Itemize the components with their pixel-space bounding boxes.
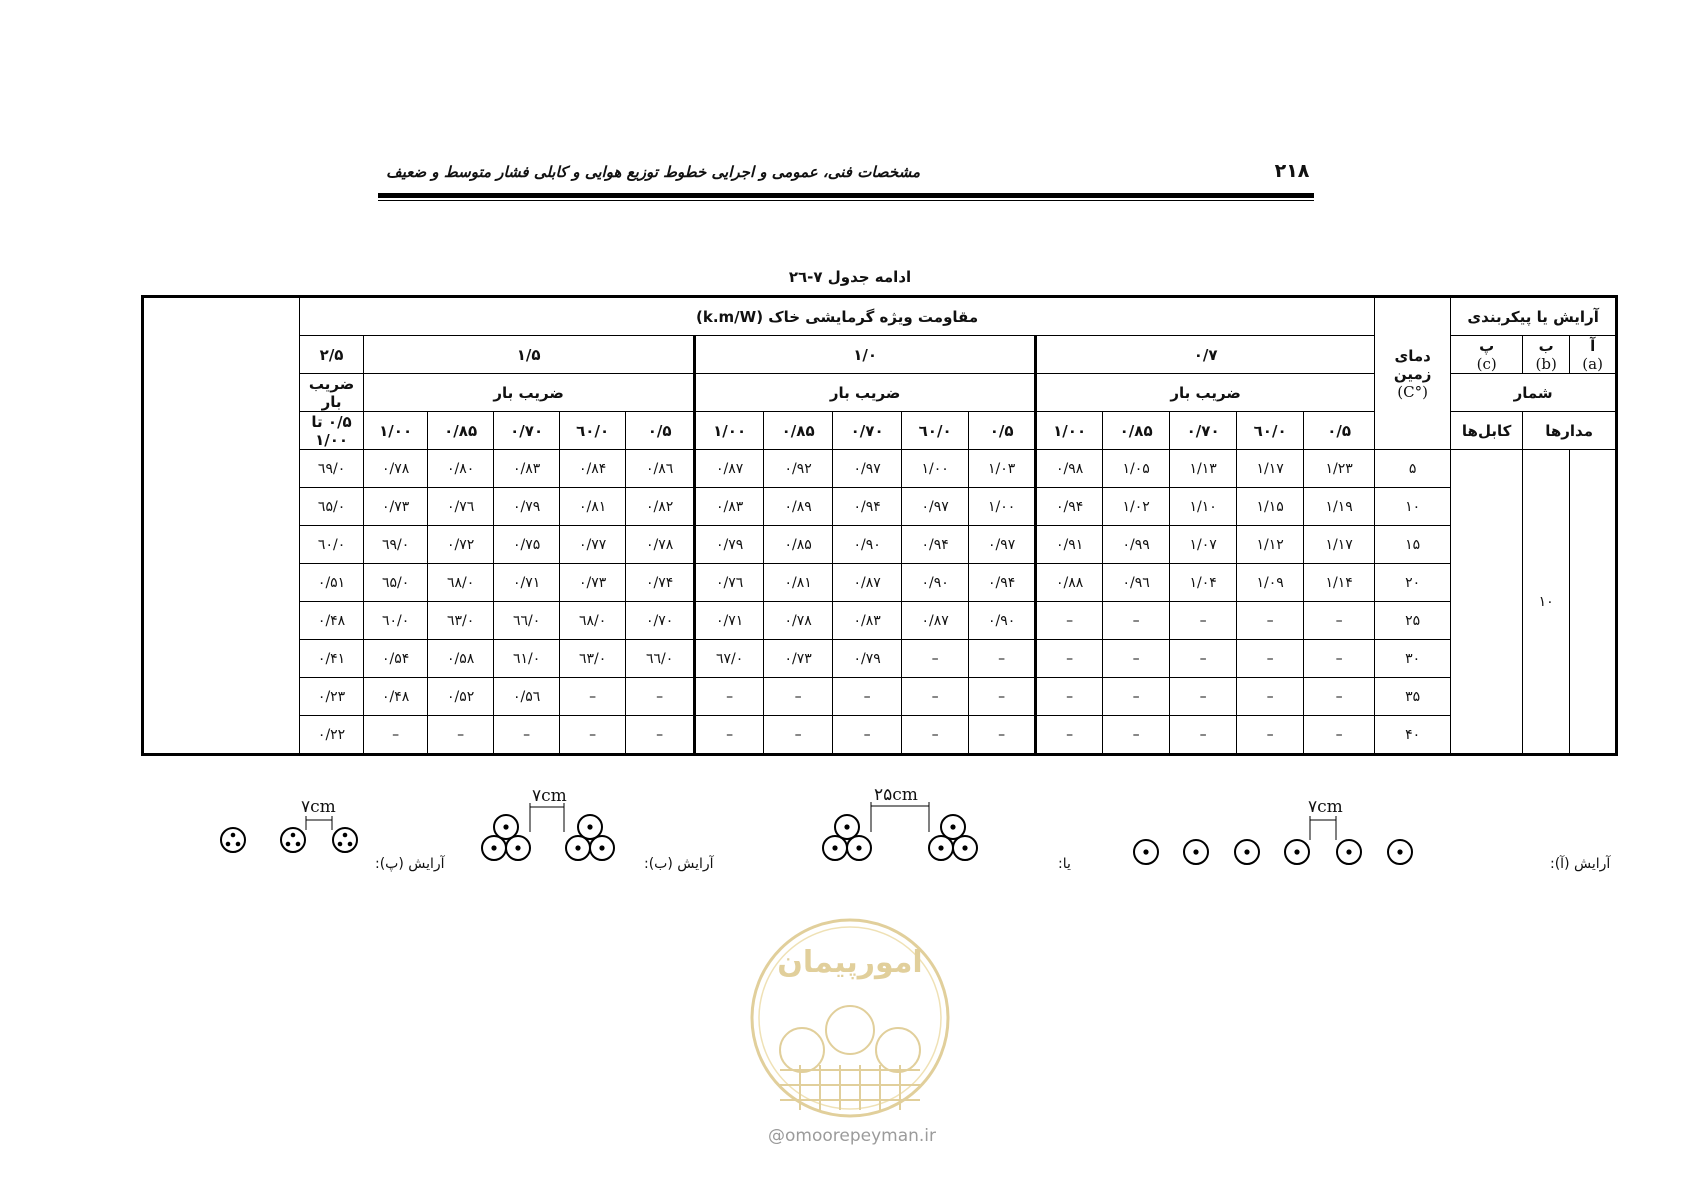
ground-temp-value: ۵	[1375, 450, 1451, 488]
table-cell: ۰/۷٦	[428, 488, 494, 526]
table-cell: ۰/۹۷	[833, 450, 902, 488]
ground-temp-value: ۴۰	[1375, 716, 1451, 755]
table-cell: –	[1103, 602, 1170, 640]
table-cell: –	[1237, 602, 1304, 640]
table-cell: ۱/۲۳	[1304, 450, 1375, 488]
table-cell: –	[1036, 602, 1103, 640]
load-factor-col: ۰/۷۰	[833, 412, 902, 450]
table-cell: –	[1237, 716, 1304, 755]
table-cell: ۱/۰۰	[969, 488, 1036, 526]
arrangement-c-code: (c)	[1476, 354, 1497, 373]
table-cell: –	[1103, 678, 1170, 716]
conductor-dot	[291, 833, 296, 838]
table-cell: ۰/٦۹	[364, 526, 428, 564]
table-caption: ادامه جدول ۷-۲٦	[788, 268, 912, 286]
table-cell: ۰/۹۹	[1103, 526, 1170, 564]
conductor-dot	[491, 845, 496, 850]
table-cell: ۱/۱۳	[1170, 450, 1237, 488]
watermark-site	[752, 1126, 952, 1146]
table-cell: ۰/۷۳	[560, 564, 626, 602]
load-factor-col: ۰/۵	[1304, 412, 1375, 450]
ground-temp-value: ۱۰	[1375, 488, 1451, 526]
table-cell: ۰/۷٦	[695, 564, 764, 602]
table-cell: ۰/۹۴	[833, 488, 902, 526]
count-header: شمار	[1451, 374, 1617, 412]
conductor-dot	[348, 842, 353, 847]
table-cell: –	[1304, 678, 1375, 716]
or-dim: ۲۵cm	[874, 785, 918, 805]
table-cell: –	[626, 678, 695, 716]
table-cell: –	[695, 678, 764, 716]
table-cell: –	[560, 678, 626, 716]
load-factor-col: ۰/۷۰	[494, 412, 560, 450]
load-factor-col: ۰/٦۰	[560, 412, 626, 450]
table-cell: –	[1103, 640, 1170, 678]
table-cell: ۰/٦۸	[560, 602, 626, 640]
at-sign-icon: @	[767, 1126, 785, 1146]
table-cell: ۰/٦۰	[300, 526, 364, 564]
table-cell: ۰/۸۱	[764, 564, 833, 602]
three-core-cable-icon	[281, 828, 305, 852]
table-cell: ۰/۷۲	[428, 526, 494, 564]
table-cell: ۰/۸٦	[626, 450, 695, 488]
table-cell: –	[1304, 716, 1375, 755]
table-cell: ۰/۸۴	[560, 450, 626, 488]
load-factor-col: ۰/۸۵	[764, 412, 833, 450]
table-cell: ۰/٦٦	[494, 602, 560, 640]
table-cell: ۰/۹۴	[969, 564, 1036, 602]
arrangement-b-code: (b)	[1535, 354, 1557, 373]
conductor-dot	[844, 824, 849, 829]
table-cell: ۰/۷۸	[626, 526, 695, 564]
conductor-dot	[938, 845, 943, 850]
arrangement-c-label: آرایش (پ):	[375, 856, 445, 872]
table-cell: –	[833, 678, 902, 716]
conductor-dot	[832, 845, 837, 850]
table-cell: ۰/۷۵	[494, 526, 560, 564]
arrangement-b-label: آرایش (ب):	[644, 856, 714, 872]
watermark-site-text: omoorepeyman.ir	[784, 1126, 937, 1146]
table-cell: –	[902, 716, 969, 755]
table-cell: ۰/۷۰	[626, 602, 695, 640]
table-cell: ۰/۵۸	[428, 640, 494, 678]
load-factor-col: ۰/۵	[969, 412, 1036, 450]
table-cell: ۱/۱۵	[1237, 488, 1304, 526]
table-cell: ۰/٦۸	[428, 564, 494, 602]
table-cell: ۱/۱۷	[1237, 450, 1304, 488]
table-cell: –	[626, 716, 695, 755]
table-cell: ۰/۹۸	[1036, 450, 1103, 488]
table-cell: ۰/٦٦	[626, 640, 695, 678]
watermark-logo-text: امورپیمان	[777, 945, 923, 980]
table-cell: ۱/۰۳	[969, 450, 1036, 488]
conductor-dot	[950, 824, 955, 829]
conductor-dot	[1294, 849, 1299, 854]
resistivity-group-2-5: ۲/۵	[300, 336, 364, 374]
three-core-cable-icon	[333, 828, 357, 852]
table-cell: ۰/۷۱	[494, 564, 560, 602]
table-cell: ۰/۸۳	[695, 488, 764, 526]
table-cell: ۰/٦۵	[364, 564, 428, 602]
table-cell: ۰/۸۱	[560, 488, 626, 526]
table-cell: ۰/۵۲	[428, 678, 494, 716]
load-factor-col: ۰/٦۰	[902, 412, 969, 450]
table-cell: –	[1170, 716, 1237, 755]
table-cell: –	[969, 640, 1036, 678]
table-cell: ۰/٦۰	[364, 602, 428, 640]
table-cell: ۱/۰۴	[1170, 564, 1237, 602]
table-cell: ۱/۰۰	[902, 450, 969, 488]
table-cell: –	[1237, 678, 1304, 716]
ground-temp-label-1: دمای	[1394, 346, 1431, 365]
table-cell: ۱/۱۰	[1170, 488, 1237, 526]
conductor-dot	[1346, 849, 1351, 854]
table-cell: ۰/۸۹	[764, 488, 833, 526]
conductor-dot	[599, 845, 604, 850]
soil-resistivity-title: مقاومت ویژه گرمایشی خاک (k.m/W)	[300, 297, 1375, 336]
ground-temp-value: ۳۵	[1375, 678, 1451, 716]
table-cell: ۰/٦۳	[428, 602, 494, 640]
table-cell: ۰/۸۵	[764, 526, 833, 564]
table-cell: ۰/۷۳	[364, 488, 428, 526]
table-cell: ۰/۸۷	[833, 564, 902, 602]
table-cell: ۰/٦۳	[560, 640, 626, 678]
table-cell: –	[969, 716, 1036, 755]
load-factor-col: ۰/۸۵	[1103, 412, 1170, 450]
arrangement-header: آرایش یا پیکربندی	[1451, 297, 1617, 336]
conductor-dot	[1244, 849, 1249, 854]
table-cell: ۱/۱۴	[1304, 564, 1375, 602]
conductor-dot	[962, 845, 967, 850]
table-cell: –	[364, 716, 428, 755]
conductor-dot	[856, 845, 861, 850]
table-cell: ۰/۷۴	[626, 564, 695, 602]
table-cell: –	[1036, 716, 1103, 755]
table-cell: ۱/۱۹	[1304, 488, 1375, 526]
table-cell: –	[695, 716, 764, 755]
load-factor-col: ۱/۰۰	[364, 412, 428, 450]
table-cell: ۰/۵۱	[300, 564, 364, 602]
table-cell: ۰/۴۸	[300, 602, 364, 640]
resistivity-group-1-5: ۱/۵	[364, 336, 695, 374]
conductor-dot	[226, 842, 231, 847]
conductor-dot	[343, 833, 348, 838]
arrangement-a-dim: ۷cm	[1308, 797, 1343, 817]
table-cell: –	[1170, 678, 1237, 716]
conductor-dot	[296, 842, 301, 847]
load-factor-range: ۰/۵ تا ۱/۰۰	[300, 412, 364, 450]
table-cell: –	[1237, 640, 1304, 678]
table-cell: ۰/۷۹	[494, 488, 560, 526]
arrangement-c-letter: پ	[1479, 336, 1495, 355]
load-factor-col: ۰/۷۰	[1170, 412, 1237, 450]
table-cell: ۰/۹۴	[902, 526, 969, 564]
load-factor-col: ۰/۵	[626, 412, 695, 450]
load-factor-col: ۱/۰۰	[695, 412, 764, 450]
table-cell: ۰/۷۷	[560, 526, 626, 564]
table-cell: ۰/٦۵	[300, 488, 364, 526]
table-cell: ۱/۰۵	[1103, 450, 1170, 488]
load-factor-col: ۱/۰۰	[1036, 412, 1103, 450]
table-cell: ۱/۱۲	[1237, 526, 1304, 564]
table-cell: ۰/۹۰	[969, 602, 1036, 640]
table-cell: –	[969, 678, 1036, 716]
table-cell: –	[764, 716, 833, 755]
table-cell: –	[1304, 640, 1375, 678]
table-cell: ۰/۹۷	[969, 526, 1036, 564]
table-cell: ۱/۱۷	[1304, 526, 1375, 564]
conductor-dot	[515, 845, 520, 850]
conductor-dot	[286, 842, 291, 847]
table-cell: ۰/۴۱	[300, 640, 364, 678]
resistivity-group-1-0: ۱/۰	[695, 336, 1036, 374]
table-cell: ۰/۷۹	[695, 526, 764, 564]
conductor-dot	[338, 842, 343, 847]
conductor-dot	[231, 833, 236, 838]
table-cell: ۰/۹۷	[902, 488, 969, 526]
table-cell: ۰/٦۱	[494, 640, 560, 678]
table-cell: ۰/۸۳	[494, 450, 560, 488]
ground-temp-value: ۳۰	[1375, 640, 1451, 678]
table-cell: ۰/۸۲	[626, 488, 695, 526]
table-cell: –	[1036, 640, 1103, 678]
table-cell: ۰/۲۲	[300, 716, 364, 755]
conductor-dot	[1143, 849, 1148, 854]
ground-temp-unit: (°C)	[1397, 382, 1428, 401]
table-cell: ۱/۰۲	[1103, 488, 1170, 526]
circuits-label: مدارها	[1523, 412, 1617, 450]
table-cell: ۰/۹۴	[1036, 488, 1103, 526]
watermark-logo	[740, 900, 960, 1160]
table-cell: ۰/۹٦	[1103, 564, 1170, 602]
table-cell: ۰/۵٦	[494, 678, 560, 716]
load-factor-label: ضریب بار	[300, 374, 364, 412]
conductor-dot	[1397, 849, 1402, 854]
conductor-dot	[587, 824, 592, 829]
ground-temp-value: ۲۵	[1375, 602, 1451, 640]
table-cell: ۰/۹۱	[1036, 526, 1103, 564]
table-cell: ۰/۸۷	[695, 450, 764, 488]
ground-temp-label-2: زمین	[1393, 364, 1432, 383]
table-cell: ۰/٦۹	[300, 450, 364, 488]
three-core-cable-icon	[221, 828, 245, 852]
table-cell: –	[494, 716, 560, 755]
arrangement-a-label: آرایش (آ):	[1550, 856, 1611, 872]
table-cell: ۰/۷۹	[833, 640, 902, 678]
table-cell: ۰/۷۳	[764, 640, 833, 678]
arrangement-c-dim: ۷cm	[301, 797, 336, 817]
conductor-dot	[503, 824, 508, 829]
table-cell: –	[1170, 640, 1237, 678]
table-cell: –	[1304, 602, 1375, 640]
circuits-value: ۱۰	[1523, 450, 1570, 755]
table-cell: ۰/۸۷	[902, 602, 969, 640]
table-cell: ۰/۴۸	[364, 678, 428, 716]
load-factor-label: ضریب بار	[695, 374, 1036, 412]
conductor-dot	[575, 845, 580, 850]
arrangement-a-code: (a)	[1582, 354, 1603, 373]
table-cell: ۰/٦۷	[695, 640, 764, 678]
table-cell: ۰/۹۰	[902, 564, 969, 602]
table-cell: –	[902, 640, 969, 678]
table-cell: ۰/۹۲	[764, 450, 833, 488]
arrangement-b-letter: ب	[1538, 336, 1554, 355]
cables-label: کابل‌ها	[1451, 412, 1523, 450]
table-cell: –	[764, 678, 833, 716]
table-cell: ۰/۹۰	[833, 526, 902, 564]
running-title: مشخصات فنی، عمومی و اجرایی خطوط توزیع هوایی و کابلی فشار متوسط و ضعیف	[386, 163, 920, 181]
ground-temp-value: ۱۵	[1375, 526, 1451, 564]
table-cell: –	[902, 678, 969, 716]
conductor-dot	[236, 842, 241, 847]
load-factor-col: ۰/٦۰	[1237, 412, 1304, 450]
table-cell: –	[428, 716, 494, 755]
resistivity-group-0-7: ۰/۷	[1036, 336, 1375, 374]
load-factor-label: ضریب بار	[1036, 374, 1375, 412]
load-factor-col: ۰/۸۵	[428, 412, 494, 450]
or-label: یا:	[1058, 856, 1071, 872]
table-cell: –	[1170, 602, 1237, 640]
load-factor-label: ضریب بار	[364, 374, 695, 412]
table-cell: ۰/۸۰	[428, 450, 494, 488]
table-cell: ۱/۰۹	[1237, 564, 1304, 602]
arrangement-b-dim: ۷cm	[532, 786, 567, 806]
table-cell: –	[560, 716, 626, 755]
page-number: ۲۱۸	[1274, 160, 1310, 182]
table-cell: ۰/۷۸	[764, 602, 833, 640]
table-cell: ۰/۸۸	[1036, 564, 1103, 602]
table-cell: ۰/۷۱	[695, 602, 764, 640]
table-cell: ۰/۷۸	[364, 450, 428, 488]
table-cell: –	[833, 716, 902, 755]
table-cell: –	[1103, 716, 1170, 755]
table-cell: –	[1036, 678, 1103, 716]
arrangement-a-letter: آ	[1590, 336, 1596, 355]
ground-temp-value: ۲۰	[1375, 564, 1451, 602]
table-cell: ۰/۵۴	[364, 640, 428, 678]
table-cell: ۱/۰۷	[1170, 526, 1237, 564]
table-cell: ۰/۲۳	[300, 678, 364, 716]
table-cell: ۰/۸۳	[833, 602, 902, 640]
conductor-dot	[1193, 849, 1198, 854]
